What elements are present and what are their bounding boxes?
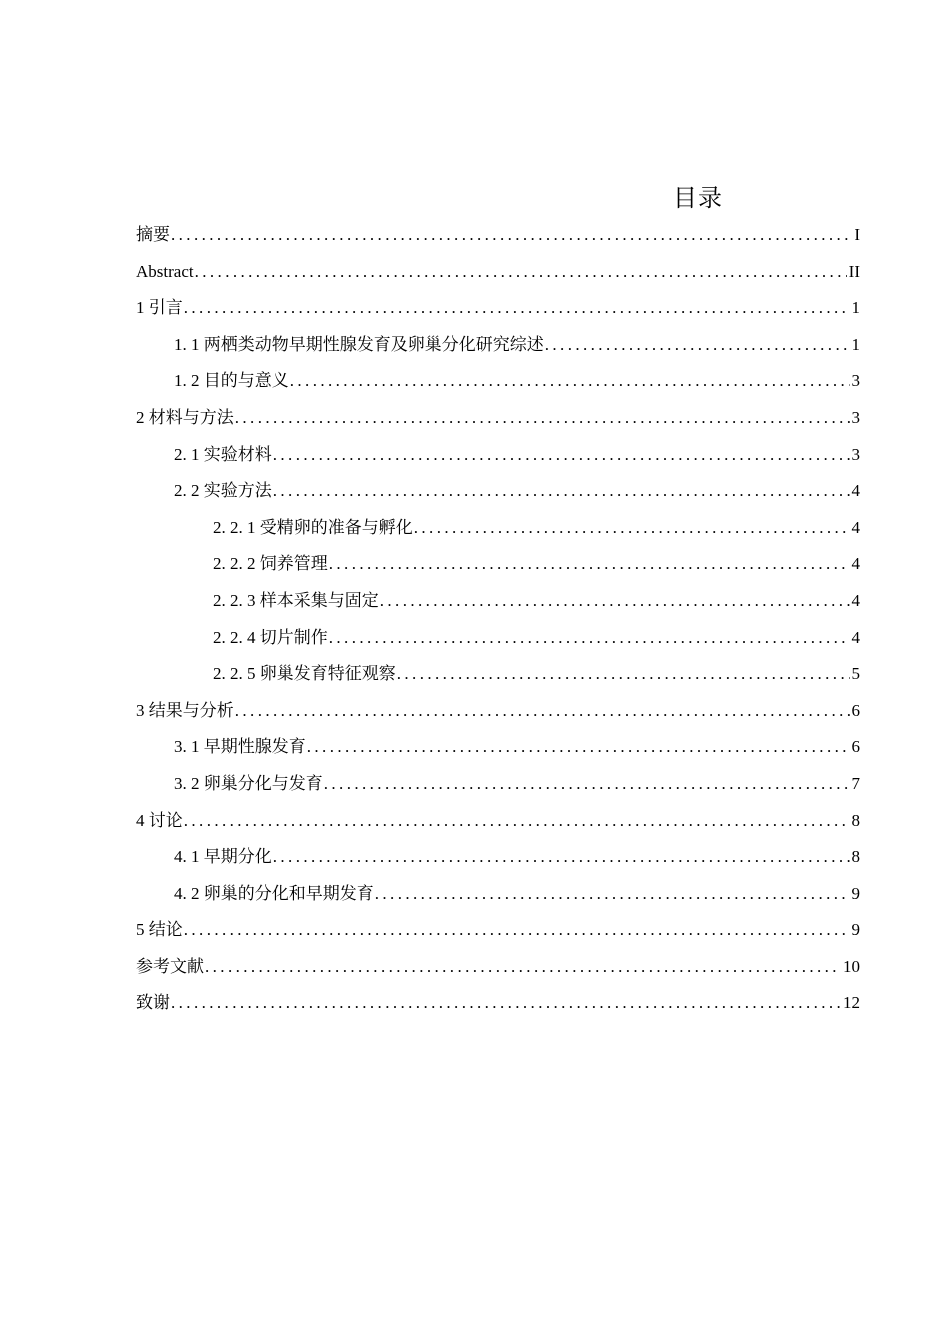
toc-entry-label: 2. 2. 3 样本采集与固定 bbox=[213, 590, 379, 610]
toc-entry-label: 4 讨论 bbox=[136, 810, 183, 830]
toc-entry[interactable] bbox=[136, 400, 860, 437]
toc-entry-page: 5 bbox=[851, 664, 860, 684]
toc-entry-label: 2. 1 实验材料 bbox=[174, 444, 272, 464]
toc-entry[interactable] bbox=[136, 656, 860, 693]
toc-entry[interactable] bbox=[136, 985, 860, 1022]
toc-entry-page: 10 bbox=[843, 956, 860, 976]
dot-leader bbox=[204, 949, 841, 986]
toc-entry-page: 3 bbox=[851, 371, 860, 391]
toc-entry-label: 3 结果与分析 bbox=[136, 700, 234, 720]
toc-entry-page: II bbox=[848, 261, 860, 281]
toc-entry[interactable] bbox=[136, 839, 860, 876]
toc-entry[interactable] bbox=[136, 620, 860, 657]
toc-entry-page: 6 bbox=[851, 737, 860, 757]
dot-leader bbox=[413, 510, 850, 547]
toc-entry-page: 1 bbox=[851, 334, 860, 354]
toc-entry[interactable] bbox=[136, 583, 860, 620]
toc-entry-label: 3. 2 卵巢分化与发育 bbox=[174, 773, 323, 793]
dot-leader bbox=[396, 656, 850, 693]
toc-entry-page: 9 bbox=[851, 883, 860, 903]
toc-entry-page: 8 bbox=[851, 810, 860, 830]
toc-entry-page: 4 bbox=[851, 590, 860, 610]
toc-entry-label: 1 引言 bbox=[136, 298, 183, 318]
toc-entry-label: Abstract bbox=[136, 261, 194, 281]
dot-leader bbox=[306, 729, 850, 766]
dot-leader bbox=[272, 839, 850, 876]
toc-entry-label: 3. 1 早期性腺发育 bbox=[174, 737, 306, 757]
dot-leader bbox=[272, 437, 850, 474]
toc-entry-page: 3 bbox=[851, 444, 860, 464]
toc-entry-label: 2. 2. 4 切片制作 bbox=[213, 627, 328, 647]
toc-entry[interactable] bbox=[136, 546, 860, 583]
toc-title: 目录 bbox=[673, 184, 723, 212]
toc-entry-label: 4. 2 卵巢的分化和早期发育 bbox=[174, 883, 374, 903]
toc-entry-label: 5 结论 bbox=[136, 920, 183, 940]
toc-entry-page: 3 bbox=[851, 407, 860, 427]
toc-entry[interactable] bbox=[136, 766, 860, 803]
toc-entry-page: 1 bbox=[851, 298, 860, 318]
toc-entry-page: 4 bbox=[851, 481, 860, 501]
toc-entry-label: 2. 2. 5 卵巢发育特征观察 bbox=[213, 664, 396, 684]
dot-leader bbox=[328, 620, 850, 657]
toc-entry-label: 2 材料与方法 bbox=[136, 407, 234, 427]
toc-entry[interactable] bbox=[136, 876, 860, 913]
toc-entry-page: 4 bbox=[851, 627, 860, 647]
toc-entry[interactable] bbox=[136, 803, 860, 840]
toc-entry-label: 2. 2. 1 受精卵的准备与孵化 bbox=[213, 517, 413, 537]
toc-entry-page: 12 bbox=[843, 993, 860, 1013]
toc-entry-page: 8 bbox=[851, 847, 860, 867]
toc-entry-label: 1. 1 两栖类动物早期性腺发育及卵巢分化研究综述 bbox=[174, 334, 544, 354]
dot-leader bbox=[234, 693, 850, 730]
dot-leader bbox=[194, 254, 847, 291]
dot-leader bbox=[183, 803, 850, 840]
toc-entry[interactable] bbox=[136, 363, 860, 400]
table-of-contents bbox=[136, 217, 860, 1022]
dot-leader bbox=[170, 985, 841, 1022]
dot-leader bbox=[544, 327, 850, 364]
toc-entry[interactable] bbox=[136, 217, 860, 254]
toc-entry[interactable] bbox=[136, 327, 860, 364]
toc-entry[interactable] bbox=[136, 473, 860, 510]
toc-entry-label: 2. 2. 2 饲养管理 bbox=[213, 554, 328, 574]
toc-entry-page: 4 bbox=[851, 554, 860, 574]
toc-entry-label: 1. 2 目的与意义 bbox=[174, 371, 289, 391]
toc-entry-label: 致谢 bbox=[136, 993, 170, 1013]
dot-leader bbox=[170, 217, 852, 254]
toc-entry[interactable] bbox=[136, 949, 860, 986]
dot-leader bbox=[289, 363, 850, 400]
toc-entry-page: 6 bbox=[851, 700, 860, 720]
dot-leader bbox=[323, 766, 850, 803]
dot-leader bbox=[379, 583, 850, 620]
toc-entry-label: 4. 1 早期分化 bbox=[174, 847, 272, 867]
toc-entry[interactable] bbox=[136, 437, 860, 474]
toc-entry-label: 参考文献 bbox=[136, 956, 204, 976]
toc-entry-label: 摘要 bbox=[136, 225, 170, 244]
toc-entry-page: I bbox=[854, 225, 860, 244]
dot-leader bbox=[328, 546, 850, 583]
toc-entry[interactable] bbox=[136, 290, 860, 327]
toc-entry[interactable] bbox=[136, 729, 860, 766]
toc-entry[interactable] bbox=[136, 254, 860, 291]
toc-entry[interactable] bbox=[136, 912, 860, 949]
toc-entry-page: 7 bbox=[851, 773, 860, 793]
toc-entry[interactable] bbox=[136, 693, 860, 730]
toc-entry-page: 4 bbox=[851, 517, 860, 537]
dot-leader bbox=[183, 290, 850, 327]
dot-leader bbox=[272, 473, 850, 510]
toc-entry-label: 2. 2 实验方法 bbox=[174, 481, 272, 501]
dot-leader bbox=[234, 400, 850, 437]
toc-entry[interactable] bbox=[136, 510, 860, 547]
dot-leader bbox=[374, 876, 850, 913]
dot-leader bbox=[183, 912, 850, 949]
toc-entry-page: 9 bbox=[851, 920, 860, 940]
